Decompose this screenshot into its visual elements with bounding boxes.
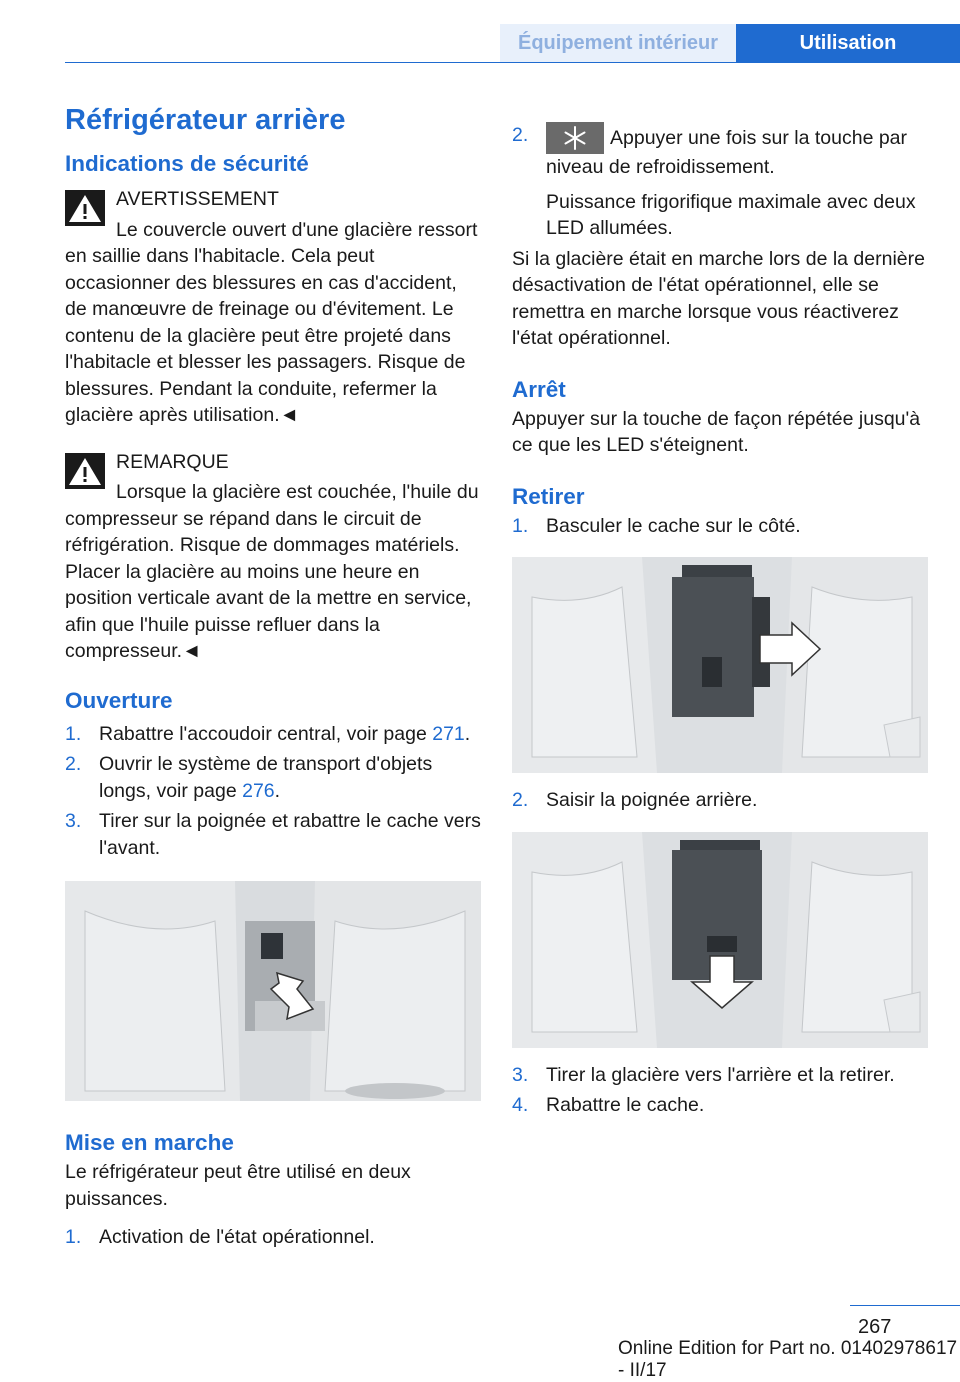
list-item: 1. Rabattre l'accoudoir central, voir page 271. [65, 722, 471, 745]
snowflake-icon [546, 122, 604, 154]
safety-heading: Indications de sécurité [65, 151, 309, 176]
page-number-rule [850, 1305, 960, 1306]
start-steps [65, 1224, 481, 1251]
remove-heading: Retirer [512, 483, 585, 509]
cooler-rear-photo [512, 832, 928, 1048]
remove-steps [512, 513, 928, 540]
note-text: Lorsque la glacière est couchée, l'huile du compresseur se répand dans le circuit de réfrigération. Risque de dommages matériels. Placer la glacière au moins une heure en position verticale avant de la mettre en service, afin que l'huile puisse refluer dans la compresseur.◄ [65, 481, 479, 662]
opening-heading: Ouverture [65, 687, 173, 713]
note-label: REMARQUE [116, 450, 229, 473]
start-intro: Le réfrigérateur peut être utilisé en deux puissances. [65, 1161, 411, 1210]
header-rule [65, 62, 960, 63]
page-title: Réfrigérateur arrière [65, 104, 346, 136]
list-item: 1. Basculer le cache sur le côté. [512, 514, 801, 537]
note-block [65, 449, 481, 665]
page-ref-link[interactable]: 271 [432, 722, 465, 745]
warning-label: AVERTISSEMENT [116, 188, 279, 210]
start-after-text: Si la glacière était en marche lors de la dernière désactivation de l'état opérationnel, elle se remettra en marche lorsque vous réactiverez l'état opérationnel. [512, 247, 925, 349]
header-section-tab: Équipement intérieur [500, 24, 736, 62]
remove-steps-c [512, 1062, 928, 1119]
list-item: 2. Ouvrir le système de transport d'objets longs, voir page 276. [65, 753, 433, 802]
page-number: 267 [858, 1316, 892, 1338]
page-ref-link[interactable]: 276 [242, 779, 275, 802]
opening-steps [65, 721, 481, 862]
armrest-photo [65, 881, 481, 1101]
step-subtext: Puissance frigorifique maximale avec deux LED allumées. [546, 190, 916, 239]
warning-triangle-icon [65, 190, 105, 226]
list-item: 2. Appuyer une fois sur la touche par niveau de refroidissement. Puissance frigorifique maximale avec deux LED allumées. [512, 122, 928, 242]
list-item: 2. Saisir la poignée arrière. [512, 789, 758, 811]
right-column [512, 122, 928, 1123]
caution-triangle-icon [65, 453, 105, 489]
start-heading: Mise en marche [65, 1130, 234, 1155]
header-chapter-tab: Utilisation [736, 24, 960, 62]
start-steps-continued [512, 122, 928, 242]
left-column [65, 98, 481, 1255]
warning-block [65, 186, 481, 429]
cooler-side-photo [512, 557, 928, 773]
step-text: Appuyer une fois sur la touche par niveau de refroidissement. [546, 127, 908, 178]
warning-text: Le couvercle ouvert d'une glacière ressort en saillie dans l'habitacle. Cela peut occasionner des blessures en cas d'accident, de manœuvre de freinage ou d'évitement. Le contenu de la glacière peut être projeté dans l'habitacle et blesser les passagers. Risque de blessures. Pendant la conduite, refermer la glacière après utilisation.◄ [65, 218, 478, 426]
list-item: 4. Rabattre le cache. [512, 1094, 705, 1116]
footer-edition: Online Edition for Part no. 01402978617 - II/17 [618, 1338, 958, 1381]
list-item: 3. Tirer la glacière vers l'arrière et la retirer. [512, 1063, 895, 1086]
stop-text: Appuyer sur la touche de façon répétée jusqu'à ce que les LED s'éteignent. [512, 407, 921, 456]
stop-heading: Arrêt [512, 376, 566, 402]
list-item: 1. Activation de l'état opérationnel. [65, 1226, 375, 1248]
remove-steps-b [512, 787, 928, 814]
list-item: 3. Tirer sur la poignée et rabattre le cache vers l'avant. [65, 810, 481, 859]
